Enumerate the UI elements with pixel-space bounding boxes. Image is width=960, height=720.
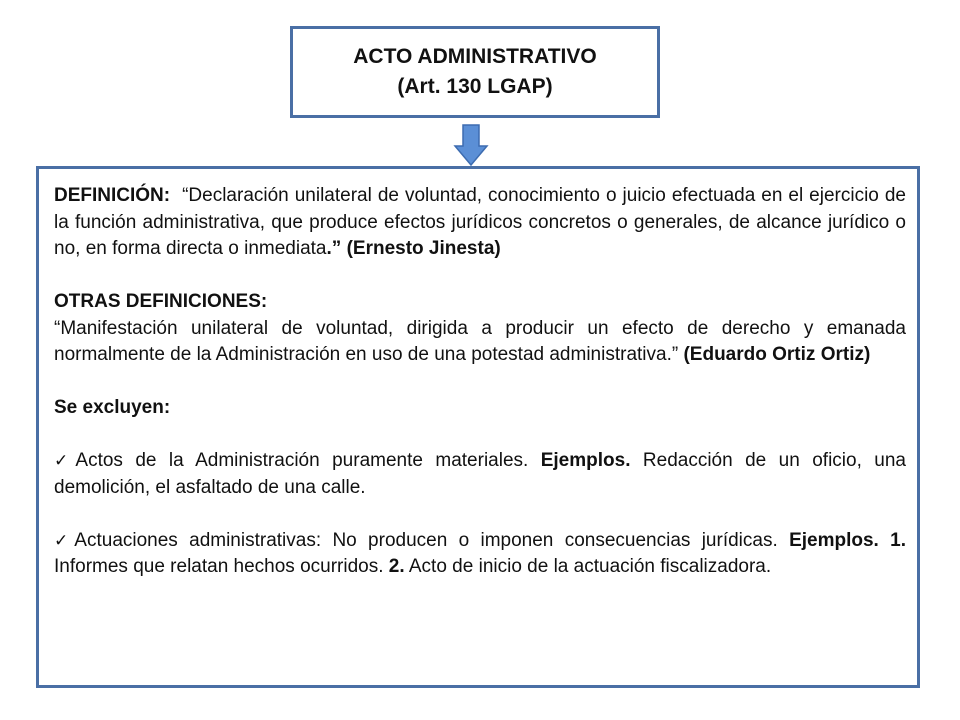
title-box <box>290 26 660 118</box>
exclusion-item-1-text-a: Actos de la Administración puramente materiales. <box>75 450 541 471</box>
exclusion-item-2-text-d: Acto de inicio de la actuación fiscalizadora. <box>404 556 772 577</box>
other-definitions-label-text: OTRAS DEFINICIONES: <box>54 291 268 312</box>
exclusion-item-2-text-a: Actuaciones administrativas: No producen o imponen consecuencias jurídicas. <box>74 529 790 551</box>
definition-quote: “Declaración unilateral de voluntad, conocimiento o juicio efectuada en el ejercicio de la función administrativa, que produce efectos jurídicos concretos o generales, de alcance jurídico o no, en forma directa o inmediata <box>54 185 906 259</box>
checkmark-icon: ✓ <box>54 451 76 471</box>
definition-quote-end: .” <box>326 238 342 259</box>
definition-paragraph <box>54 183 906 263</box>
exclusion-item-2-text-b <box>879 530 890 551</box>
exclusion-item-1-examples: Ejemplos. <box>540 450 631 471</box>
arrow-down-icon <box>453 124 489 166</box>
checkmark-icon: ✓ <box>54 530 75 551</box>
exclusions-label <box>54 395 906 422</box>
exclusion-item-2 <box>54 528 906 581</box>
exclusion-item-2-text-c: Informes que relatan hechos ocurridos. <box>54 556 389 577</box>
other-definitions-quote: “Manifestación unilateral de voluntad, dirigida a producir un efecto de derecho y emanada normalmente de la Administración en uso de una potestad administrativa.” <box>54 317 906 365</box>
exclusions-label-text: Se excluyen: <box>54 397 171 418</box>
content-box <box>36 166 920 688</box>
other-definitions-author: (Eduardo Ortiz Ortiz) <box>683 344 871 365</box>
other-definitions-paragraph <box>54 316 906 369</box>
other-definitions-label <box>54 289 906 316</box>
exclusion-item-2-number-2: 2. <box>388 556 405 577</box>
title-article: (Art. 130 LGAP) <box>397 75 553 98</box>
exclusion-item-1-text-b: Redacción de un oficio, una demolición, el asfaltado de una calle. <box>54 450 906 498</box>
title-main: ACTO ADMINISTRATIVO <box>353 45 597 68</box>
exclusion-item-2-number-1: 1. <box>890 529 906 551</box>
definition-label: DEFINICIÓN: <box>54 185 171 206</box>
exclusion-item-1 <box>54 448 906 501</box>
definition-author: (Ernesto Jinesta) <box>346 238 501 259</box>
exclusion-item-2-examples: Ejemplos. <box>789 529 879 551</box>
